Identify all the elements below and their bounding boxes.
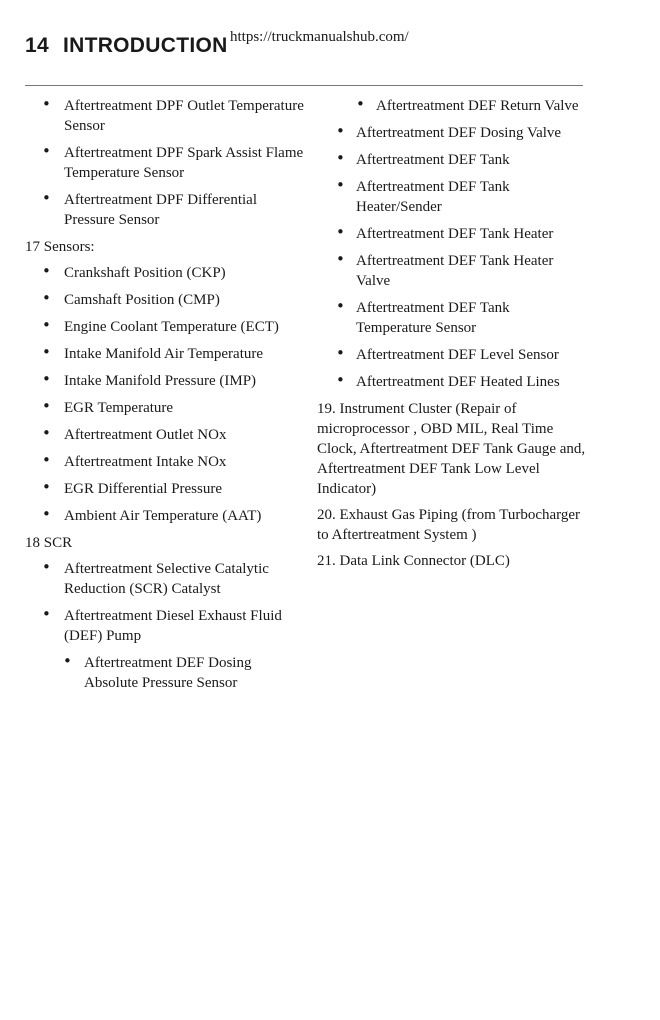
page-number: 14 xyxy=(25,34,49,57)
list-item: • Intake Manifold Pressure (IMP) xyxy=(42,370,257,389)
list-item: • Aftertreatment DPF Spark Assist Flame Temperature Sensor xyxy=(42,142,304,181)
list-item: • Aftertreatment Selective Catalytic Reduction (SCR) Catalyst xyxy=(42,558,269,597)
bullet-icon: • xyxy=(336,250,345,268)
bullet-icon: • xyxy=(42,397,51,415)
bullet-icon: • xyxy=(356,95,365,113)
bullet-icon: • xyxy=(42,316,51,334)
sensors-heading: 17 Sensors: xyxy=(25,239,95,255)
item-20-exhaust-gas-piping: 20. Exhaust Gas Piping (from Turbocharger to Aftertreatment System ) xyxy=(317,507,581,543)
bullet-icon: • xyxy=(336,176,345,194)
bullet-icon: • xyxy=(336,371,345,389)
bullet-icon: • xyxy=(42,370,51,388)
scr-heading: 18 SCR xyxy=(25,535,73,551)
bullet-icon: • xyxy=(336,297,345,315)
list-item: • Aftertreatment Outlet NOx xyxy=(42,424,227,443)
list-item: • Aftertreatment Diesel Exhaust Fluid (DEF) Pump xyxy=(42,605,282,644)
list-item: • Aftertreatment DEF Tank Heater/Sender xyxy=(336,176,510,215)
list-item: • EGR Differential Pressure xyxy=(42,478,223,497)
item-19-instrument-cluster: 19. Instrument Cluster (Repair of microprocessor , OBD MIL, Real Time Clock, Aftertreatment DEF Tank Gauge and, Aftertreatment DEF Tank Low Level Indicator) xyxy=(317,401,586,497)
list-item: • Engine Coolant Temperature (ECT) xyxy=(42,316,279,335)
page-header xyxy=(25,34,228,58)
header-divider xyxy=(25,85,583,86)
bullet-icon: • xyxy=(336,344,345,362)
list-subitem: • Aftertreatment DEF Return Valve xyxy=(356,95,579,114)
list-item: • Crankshaft Position (CKP) xyxy=(42,262,226,281)
list-item: • Aftertreatment DEF Tank Heater Valve xyxy=(336,250,554,289)
bullet-icon: • xyxy=(42,424,51,442)
bullet-icon: • xyxy=(63,652,72,670)
list-item: • Aftertreatment DEF Heated Lines xyxy=(336,371,560,390)
bullet-icon: • xyxy=(336,223,345,241)
list-item: • Camshaft Position (CMP) xyxy=(42,289,220,308)
right-column xyxy=(317,96,587,577)
bullet-icon: • xyxy=(42,262,51,280)
item-21-data-link-connector: 21. Data Link Connector (DLC) xyxy=(317,553,510,569)
bullet-icon: • xyxy=(42,95,51,113)
list-item: • Aftertreatment DPF Outlet Temperature Sensor xyxy=(42,95,304,134)
left-column xyxy=(25,96,305,700)
bullet-icon: • xyxy=(42,478,51,496)
list-item: • EGR Temperature xyxy=(42,397,174,416)
list-item: • Intake Manifold Air Temperature xyxy=(42,343,264,362)
list-item: • Ambient Air Temperature (AAT) xyxy=(42,505,262,524)
bullet-icon: • xyxy=(336,122,345,140)
bullet-icon: • xyxy=(336,149,345,167)
list-item: • Aftertreatment Intake NOx xyxy=(42,451,227,470)
bullet-icon: • xyxy=(42,289,51,307)
bullet-icon: • xyxy=(42,558,51,576)
bullet-icon: • xyxy=(42,505,51,523)
section-title: INTRODUCTION xyxy=(62,34,228,57)
list-item: • Aftertreatment DEF Tank xyxy=(336,149,510,168)
bullet-icon: • xyxy=(42,189,51,207)
list-item: • Aftertreatment DEF Tank Temperature Sensor xyxy=(336,297,510,336)
bullet-icon: • xyxy=(42,142,51,160)
list-item: • Aftertreatment DEF Level Sensor xyxy=(336,344,559,363)
list-subitem: • Aftertreatment DEF Dosing Absolute Pressure Sensor xyxy=(63,652,252,691)
watermark-url: https://truckmanualshub.com/ xyxy=(230,29,409,45)
bullet-icon: • xyxy=(42,605,51,623)
list-item: • Aftertreatment DEF Tank Heater xyxy=(336,223,554,242)
bullet-icon: • xyxy=(42,451,51,469)
list-item: • Aftertreatment DPF Differential Pressure Sensor xyxy=(42,189,257,228)
list-item: • Aftertreatment DEF Dosing Valve xyxy=(336,122,562,141)
bullet-icon: • xyxy=(42,343,51,361)
